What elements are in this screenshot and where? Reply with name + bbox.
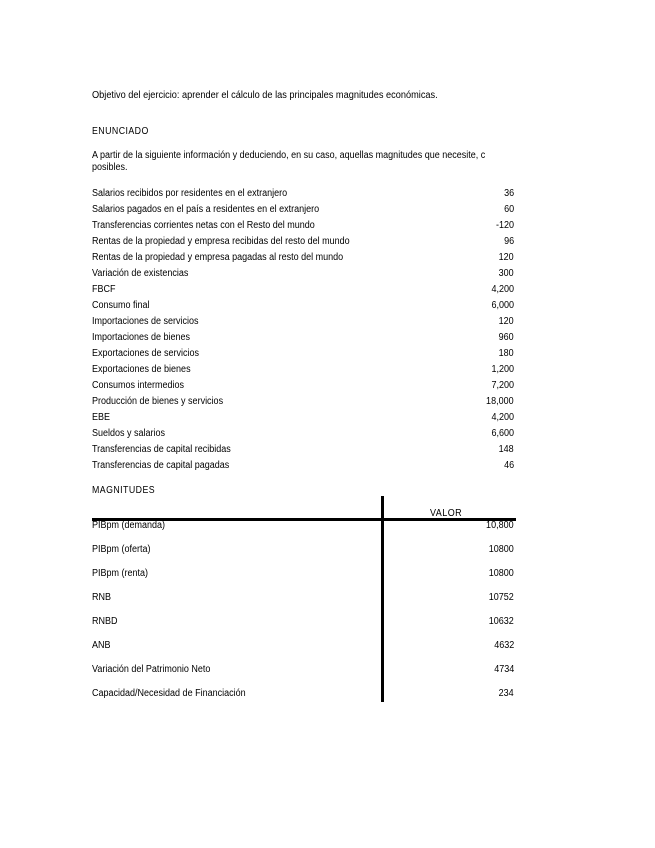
- data-row: [92, 266, 514, 282]
- intro-line-1: A partir de la siguiente información y deduciendo, en su caso, aquellas magnitudes que necesite, c: [92, 150, 486, 161]
- data-row: [92, 314, 514, 330]
- data-row-value: 4,200: [491, 284, 514, 295]
- data-row-label: Rentas de la propiedad y empresa pagadas al resto del mundo: [92, 252, 344, 263]
- data-row: [92, 282, 514, 298]
- magnitude-value: 10800: [488, 544, 514, 555]
- data-row-label: Exportaciones de bienes: [92, 364, 191, 375]
- magnitude-value: 10,800: [486, 520, 514, 531]
- data-row: [92, 202, 514, 218]
- magnitude-label: Capacidad/Necesidad de Financiación: [92, 688, 246, 699]
- data-row-value: 46: [503, 460, 514, 471]
- data-row-label: Sueldos y salarios: [92, 428, 166, 439]
- data-row: [92, 378, 514, 394]
- magnitude-value: 4632: [493, 640, 514, 651]
- magnitude-row: [92, 591, 514, 615]
- data-row-value: 6,000: [491, 300, 514, 311]
- data-row-label: Consumos intermedios: [92, 380, 185, 391]
- data-row-value: 120: [498, 316, 514, 327]
- magnitude-label: Variación del Patrimonio Neto: [92, 664, 211, 675]
- data-row-label: Rentas de la propiedad y empresa recibidas del resto del mundo: [92, 236, 350, 247]
- data-row-label: Consumo final: [92, 300, 150, 311]
- magnitude-row: [92, 615, 514, 639]
- data-row-value: 96: [503, 236, 514, 247]
- data-row-label: Transferencias de capital pagadas: [92, 460, 230, 471]
- magnitude-value: 4734: [493, 664, 514, 675]
- data-row-label: Salarios pagados en el país a residentes en el extranjero: [92, 204, 320, 215]
- data-row: [92, 218, 514, 234]
- magnitudes-table: [92, 519, 514, 711]
- data-row-value: 180: [498, 348, 514, 359]
- data-row-label: EBE: [92, 412, 111, 423]
- data-row-value: 36: [503, 188, 514, 199]
- magnitude-value: 234: [498, 688, 514, 699]
- magnitude-value: 10632: [488, 616, 514, 627]
- data-row-label: Producción de bienes y servicios: [92, 396, 224, 407]
- data-row: [92, 298, 514, 314]
- magnitude-label: PIBpm (renta): [92, 568, 149, 579]
- intro-line-2: posibles.: [92, 162, 128, 173]
- data-row-label: Salarios recibidos por residentes en el extranjero: [92, 188, 288, 199]
- magnitude-label: PIBpm (oferta): [92, 544, 151, 555]
- data-row: [92, 330, 514, 346]
- data-row: [92, 410, 514, 426]
- data-row: [92, 426, 514, 442]
- magnitude-row: [92, 687, 514, 711]
- data-row: [92, 458, 514, 474]
- data-row-value: 148: [498, 444, 514, 455]
- data-row: [92, 394, 514, 410]
- valor-column-header: VALOR: [430, 508, 463, 519]
- magnitude-label: PIBpm (demanda): [92, 520, 166, 531]
- magnitudes-heading: MAGNITUDES: [92, 485, 156, 496]
- data-row-label: Importaciones de servicios: [92, 316, 199, 327]
- data-row-label: Importaciones de bienes: [92, 332, 191, 343]
- data-row-label: Transferencias de capital recibidas: [92, 444, 231, 455]
- data-row-value: 6,600: [491, 428, 514, 439]
- data-row-value: 60: [503, 204, 514, 215]
- data-row-label: Transferencias corrientes netas con el Resto del mundo: [92, 220, 315, 231]
- data-row: [92, 234, 514, 250]
- data-row: [92, 186, 514, 202]
- objective-text: Objetivo del ejercicio: aprender el cálculo de las principales magnitudes económicas.: [92, 90, 438, 101]
- data-row: [92, 362, 514, 378]
- data-list: [92, 186, 514, 474]
- magnitude-row: [92, 567, 514, 591]
- data-row: [92, 250, 514, 266]
- data-row-value: 120: [498, 252, 514, 263]
- intro-paragraph: [92, 150, 516, 174]
- enunciado-heading: ENUNCIADO: [92, 126, 149, 137]
- data-row-value: 4,200: [491, 412, 514, 423]
- data-row-value: 1,200: [491, 364, 514, 375]
- magnitude-row: [92, 663, 514, 687]
- data-row-value: 300: [498, 268, 514, 279]
- magnitude-label: RNBD: [92, 616, 118, 627]
- data-row: [92, 442, 514, 458]
- data-row-label: Variación de existencias: [92, 268, 189, 279]
- magnitude-row: [92, 639, 514, 663]
- magnitude-label: ANB: [92, 640, 111, 651]
- data-row-value: 960: [498, 332, 514, 343]
- data-row-value: 7,200: [491, 380, 514, 391]
- data-row-value: -120: [495, 220, 514, 231]
- data-row-value: 18,000: [486, 396, 514, 407]
- magnitude-label: RNB: [92, 592, 112, 603]
- magnitude-value: 10800: [488, 568, 514, 579]
- data-row-label: Exportaciones de servicios: [92, 348, 200, 359]
- magnitude-row: [92, 519, 514, 543]
- data-row-label: FBCF: [92, 284, 116, 295]
- magnitude-row: [92, 543, 514, 567]
- data-row: [92, 346, 514, 362]
- magnitude-value: 10752: [488, 592, 514, 603]
